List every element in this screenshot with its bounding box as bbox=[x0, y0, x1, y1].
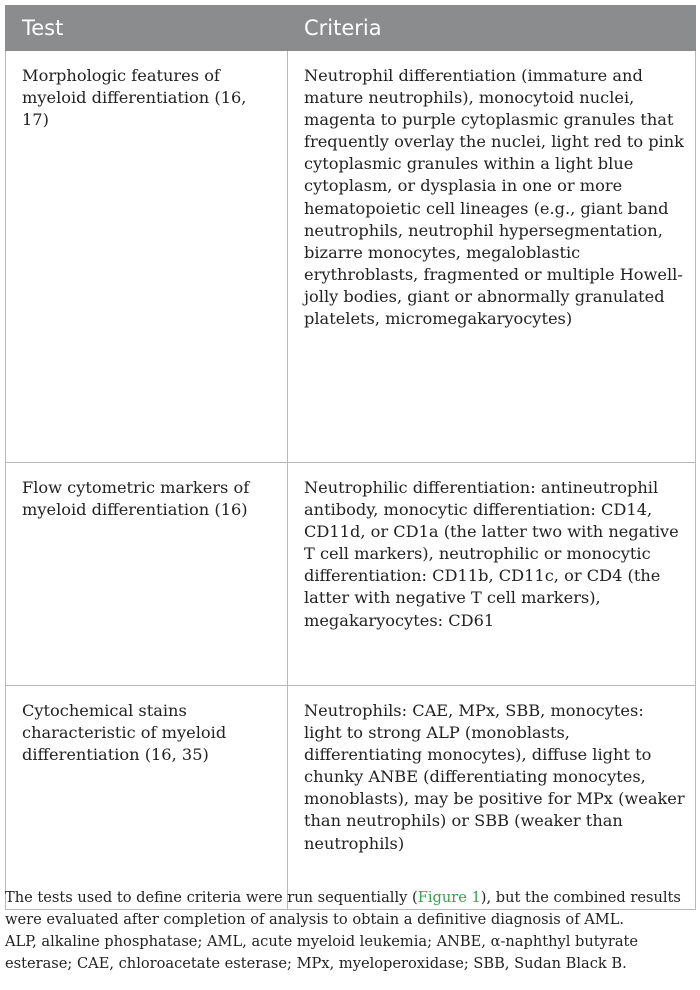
footnote-text bbox=[5, 887, 695, 931]
test-cell: Morphologic features of myeloid differentiation (16, 17) bbox=[6, 51, 288, 463]
criteria-cell: Neutrophils: CAE, MPx, SBB, monocytes: light to strong ALP (monoblasts, differentiating monocytes), diffuse light to chunky ANBE (differentiating monocytes, monoblasts), may be positive for MPx (weaker than neutrophils) or SBB (weaker than neutrophils) bbox=[288, 686, 696, 910]
column-header-criteria: Criteria bbox=[288, 6, 696, 51]
footnote-before-link: The tests used to define criteria were run sequentially ( bbox=[5, 889, 418, 906]
footnote-after-link: ), but the combined results were evaluated after completion of analysis to obtain a definitive diagnosis of AML. bbox=[5, 889, 681, 928]
figure-1-link[interactable]: Figure 1 bbox=[417, 889, 481, 906]
criteria-table-container bbox=[5, 5, 695, 910]
table-row bbox=[6, 686, 696, 910]
criteria-table bbox=[5, 5, 696, 910]
column-header-test: Test bbox=[6, 6, 288, 51]
abbreviations-text: ALP, alkaline phosphatase; AML, acute myeloid leukemia; ANBE, α-naphthyl butyrate esterase; CAE, chloroacetate esterase; MPx, myeloperoxidase; SBB, Sudan Black B. bbox=[5, 933, 639, 972]
criteria-cell: Neutrophil differentiation (immature and mature neutrophils), monocytoid nuclei, magenta to purple cytoplasmic granules that frequently overlay the nuclei, light red to pink cytoplasmic granules within a light blue cytoplasm, or dysplasia in one or more hematopoietic cell lineages (e.g., giant band neutrophils, neutrophil hypersegmentation, bizarre monocytes, megaloblastic erythroblasts, fragmented or multiple Howell-jolly bodies, giant or abnormally granulated platelets, micromegakaryocytes) bbox=[288, 51, 696, 463]
table-body bbox=[6, 51, 696, 910]
test-cell: Cytochemical stains characteristic of myeloid differentiation (16, 35) bbox=[6, 686, 288, 910]
table-footnotes bbox=[5, 887, 695, 975]
table-row bbox=[6, 463, 696, 686]
table-header bbox=[6, 6, 696, 51]
header-row bbox=[6, 6, 696, 51]
table-row bbox=[6, 51, 696, 463]
criteria-cell: Neutrophilic differentiation: antineutrophil antibody, monocytic differentiation: CD14, CD11d, or CD1a (the latter two with negative T cell markers), neutrophilic or monocytic differentiation: CD11b, CD11c, or CD4 (the latter with negative T cell markers), megakaryocytes: CD61 bbox=[288, 463, 696, 686]
test-cell: Flow cytometric markers of myeloid differentiation (16) bbox=[6, 463, 288, 686]
